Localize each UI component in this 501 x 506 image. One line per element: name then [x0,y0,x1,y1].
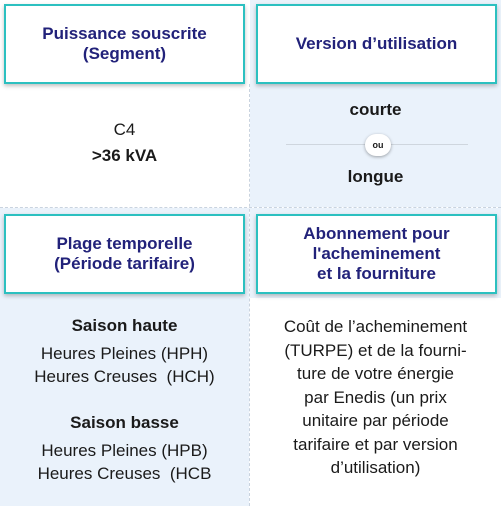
cout-line2: (TURPE) et de la fourni- [284,340,467,360]
version-short: courte [349,100,402,119]
puissance-header-line2: (Segment) [82,44,167,63]
saison-basse-line1: Heures Pleines (HPB) [41,441,208,460]
abonnement-header-line2: l'acheminement [312,244,441,263]
abonnement-header-line1: Abonnement pour [303,224,450,243]
abonnement-header-line3: et la fourniture [316,264,436,283]
plage-header [4,214,245,294]
saison-haute-line2: Heures Creuses (HCH) [34,367,215,386]
cout-description [250,315,501,480]
plage-header-line1: Plage temporelle [56,234,193,253]
puissance-header [4,4,245,84]
version-header-text: Version d’utilisation [295,34,458,53]
row-divider [0,207,501,208]
saison-haute-title: Saison haute [71,316,178,335]
version-header [256,4,497,84]
plage-header-line2: (Période tarifaire) [54,254,195,273]
cout-line6: tarifaire et par version [293,434,458,454]
ou-badge: ou [365,134,391,156]
abonnement-header [256,214,497,294]
cout-line1: Coût de l’acheminement [283,317,468,336]
saison-haute-line1: Heures Pleines (HPH) [40,344,209,363]
saison-basse-line2: Heures Creuses (HCB [37,464,212,483]
saison-basse-title: Saison basse [70,413,179,432]
segment-code: C4 [113,120,136,139]
cout-line5: unitaire par période [302,411,449,430]
segment-value: >36 kVA [91,146,158,165]
cout-line3: ture de votre énergie [297,364,454,383]
puissance-header-line1: Puissance souscrite [42,24,207,43]
cout-line4: par Enedis (un prix [304,387,447,407]
cout-line7: d’utilisation) [330,458,421,477]
version-long: longue [347,167,404,186]
